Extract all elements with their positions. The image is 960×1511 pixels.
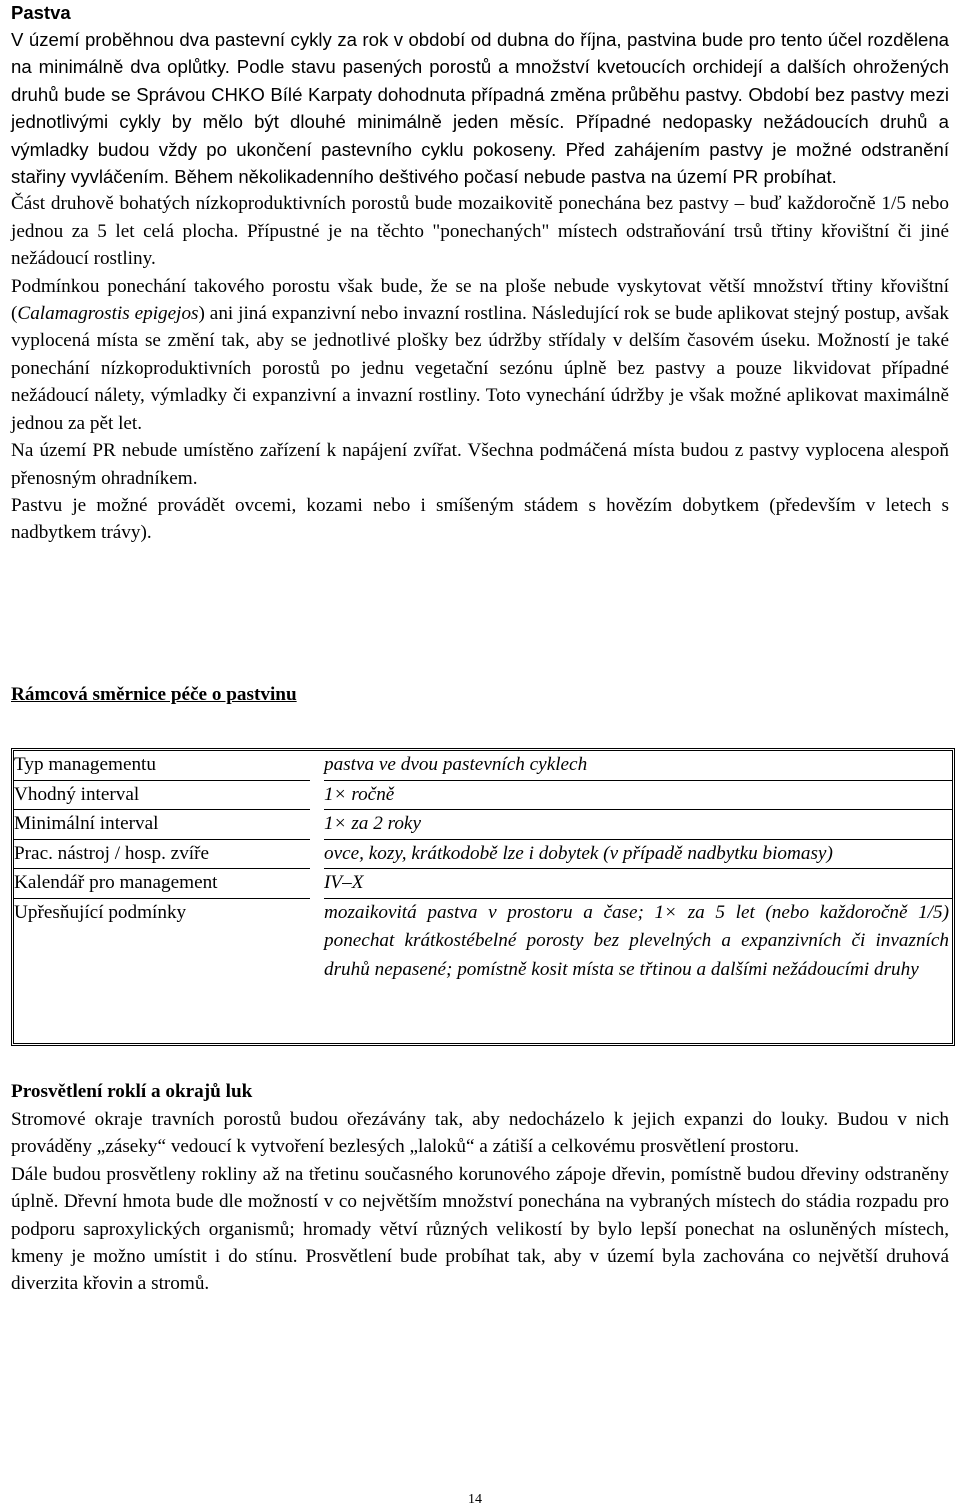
table-row-value: IV–X [324,869,952,899]
pastva-paragraph-2: Část druhově bohatých nízkoproduktivních porostů bude mozaikovitě ponechána bez pastvy – buď každoročně 1/5 nebo jednou za 5 let celá plocha. Přípustné je na těchto "ponechaných" místech odstraňování trsů třtiny křovištní či jiné nežádoucí rostliny. [11,193,949,270]
table-row-label: Kalendář pro management [14,869,310,899]
table-row-label: Upřesňující podmínky [14,901,187,923]
table-row-label: Prac. nástroj / hosp. zvíře [14,839,310,869]
table-row-gap [310,839,324,869]
latin-species-name: Calamagrostis epigejos [17,303,199,325]
table-row [14,810,952,840]
pastva-heading: Pastva [11,2,71,23]
lighting-section [11,1078,949,1298]
table-row-label: Vhodný interval [14,780,310,810]
lighting-heading: Prosvětlení roklí a okrajů luk [11,1081,253,1102]
table-row-gap [310,780,324,810]
table-row-value: ovce, kozy, krátkodobě lze i dobytek (v případě nadbytku biomasy) [324,839,952,869]
lighting-paragraph-2: Dále budou prosvětleny rokliny až na třetinu současného korunového zápoje dřevin, pomístně budou dřeviny odstraněny úplně. Dřevní hmota bude dle možností v co největším množství ponechána na vybraných místech do stádia rozpadu pro podporu saproxylických organismů; hromady větví různých velikostí by bylo lepší ponechat na osluněných místech, kmeny je možno umístit i do stínu. Prosvětlení bude probíhat tak, aby v území byla zachována co největší druhová diverzita křovin a stromů. [11,1163,949,1295]
table-row-gap [310,898,324,984]
lighting-paragraph-1: Stromové okraje travních porostů budou ořezávány tak, aby nedocházelo k jejich expanzi do louky. Budou v nich prováděny „záseky“ vedoucí k vytvoření bezlesých „laloků“ a zátiší a celkovému prosvětlení prostoru. [11,1109,949,1158]
pastva-paragraph-5: Pastvu je možné provádět ovcemi, kozami nebo i smíšeným stádem s hovězím dobytkem (především v letech s nadbytkem trávy). [11,494,949,544]
table-row-value: mozaikovitá pastva v prostoru a čase; 1× za 5 let (nebo každoročně 1/5) ponechat krátkostébelné porosty bez plevelných a expanzivních či invazních druhů nepasené; pomístně kosit místa se třtinou a dalšími nežádoucími druhy [324,901,949,980]
table-row [14,751,952,780]
framework-title: Rámcová směrnice péče o pastvinu [11,684,297,705]
management-table [11,748,955,1046]
pastva-paragraph-1: V území proběhnou dva pastevní cykly za rok v období od dubna do října, pastvina bude pro tento účel rozdělena na minimálně dva oplůtky. Podle stavu pasených porostů a množství kvetoucích orchidejí a dalších ohrožených druhů bude se Správou CHKO Bílé Karpaty dohodnuta případná změna průběhu pastvy. Období bez pastvy mezi jednotlivými cykly by mělo být dlouhé minimálně jeden měsíc. Případné nedopasky nežádoucích druhů a výmladky budou vždy po ukončení pastevního cyklu pokoseny. Před zahájením pastvy je možné odstranění stařiny vyvláčením. Během několikadenního deštivého počasí nebude pastva na území PR probíhat. [11,29,949,188]
pastva-section [11,0,949,547]
table-row-value: pastva ve dvou pastevních cyklech [324,751,952,780]
table-row-label: Typ managementu [14,751,310,780]
table-row-gap [310,810,324,840]
table-row-value: 1× ročně [324,780,952,810]
table-row [14,869,952,899]
pastva-paragraph-3 [11,273,949,437]
page-number: 14 [468,1492,482,1507]
pastva-paragraph-4: Na území PR nebude umístěno zařízení k napájení zvířat. Všechna podmáčená místa budou z pastvy vyplocena alespoň přenosným ohradníkem. [11,440,949,489]
table-row-gap [310,869,324,899]
pastva-p3-text-a: Podmínkou ponechání takového porostu však bude, že se na ploše nebude vyskytovat větší množství třtiny křovištní ( [11,275,949,325]
table-row-label: Minimální interval [14,810,310,840]
pastva-p3-text-b: ) ani jiná expanzivní nebo invazní rostlina. Následující rok se bude aplikovat stejný postup, avšak vyplocená místa se změní tak, aby se jednotlivé plošky bez údržby střídaly v delším časovém úseku. Možností je také ponechání nízkoproduktivních porostů po jednu vegetační sezónu úplně bez pastvy a pouze likvidovat případné nežádoucí nálety, výmladky či expanzivní a invazní rostliny. Toto vynechání údržby je však možné aplikovat maximálně jednou za pět let. [11,303,949,434]
management-table-grid [14,751,952,984]
table-row [14,780,952,810]
table-row [14,839,952,869]
table-row-gap [310,751,324,780]
table-row [14,898,952,984]
table-row-value: 1× za 2 roky [324,810,952,840]
